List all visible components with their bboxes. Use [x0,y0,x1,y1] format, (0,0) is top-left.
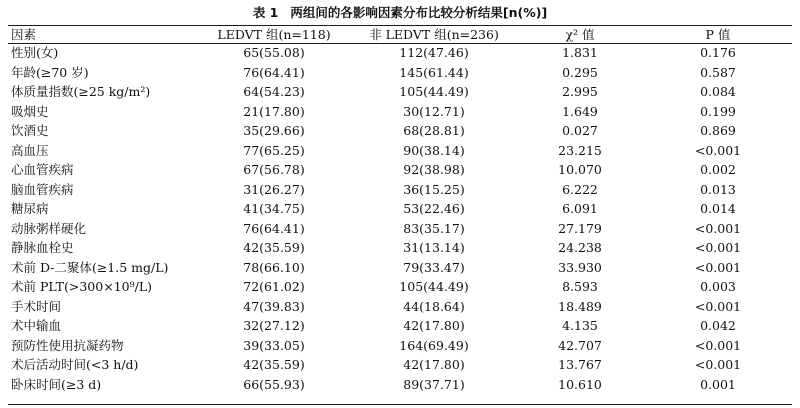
factor-cell: 手术时间 [11,298,62,314]
factor-cell: 术前 D-二聚体(≥1.5 mg/L) [11,259,169,275]
ledvt-cell: 42(35.59) [243,357,305,372]
ledvt-cell: 76(64.41) [243,220,305,236]
non-ledvt-cell: 79(33.47) [403,259,465,275]
p-value-cell: <0.001 [694,337,742,353]
table-row [8,160,792,180]
results-table [8,26,792,394]
factor-cell: 性别(女) [11,45,59,60]
ledvt-cell: 67(56.78) [243,162,305,177]
ledvt-cell: 76(64.41) [243,64,305,80]
non-ledvt-cell: 44(18.64) [403,298,465,314]
table-row [8,121,792,141]
factor-cell: 术前 PLT(>300×10⁹/L) [11,279,152,294]
non-ledvt-cell: 42(17.80) [403,318,465,333]
factor-cell: 饮酒史 [11,123,49,138]
chi-square-cell: 1.649 [562,103,598,119]
factor-cell: 动脉粥样硬化 [11,220,87,236]
factor-cell: 高血压 [11,142,49,158]
table-number: 表 1 [252,5,279,20]
ledvt-cell: 65(55.08) [243,45,305,60]
ledvt-cell: 21(17.80) [243,103,305,119]
p-value-cell: 0.042 [700,318,736,333]
factor-cell: 术中输血 [11,318,62,333]
chi-square-cell: 24.238 [558,240,602,255]
ledvt-cell: 32(27.12) [243,318,305,333]
table-row [8,180,792,200]
table-row [8,141,792,161]
chi-square-cell: 0.295 [562,64,598,80]
non-ledvt-cell: 90(38.14) [403,142,465,158]
chi-square-cell: 8.593 [562,279,598,294]
p-value-cell: <0.001 [694,142,742,158]
ledvt-cell: 78(66.10) [243,259,305,275]
table-row [8,238,792,258]
non-ledvt-cell: 42(17.80) [403,357,465,372]
p-value-cell: <0.001 [694,240,742,255]
factor-cell: 卧床时间(≥3 d) [11,376,102,392]
factor-cell: 脑血管疾病 [11,181,74,197]
chi-square-cell: 27.179 [558,220,602,236]
table-row [8,82,792,102]
non-ledvt-cell: 36(15.25) [403,181,465,197]
p-value-cell: 0.084 [700,84,736,99]
table-row [8,102,792,122]
table-row [8,336,792,356]
table-row [8,43,792,63]
non-ledvt-cell: 89(37.71) [403,376,465,392]
factor-cell: 体质量指数(≥25 kg/m²) [11,84,151,99]
non-ledvt-cell: 92(38.98) [403,162,465,177]
chi-square-cell: 10.070 [558,162,602,177]
p-value-cell: 0.587 [700,64,736,80]
table-title: 两组间的各影响因素分布比较分析结果[n(%)] [290,5,548,20]
table-row [8,63,792,83]
table-row [8,277,792,297]
table-row [8,219,792,239]
p-value-cell: 0.869 [700,123,736,138]
table-row [8,297,792,317]
non-ledvt-cell: 83(35.17) [403,220,465,236]
table-body [8,43,792,394]
p-value-cell: 0.176 [700,45,736,60]
ledvt-cell: 66(55.93) [243,376,305,392]
p-value-cell: 0.199 [700,103,736,119]
table-row [8,199,792,219]
chi-square-cell: 0.027 [562,123,598,138]
factor-cell: 年龄(≥70 岁) [11,64,89,80]
table-row [8,355,792,375]
header-row [8,26,792,43]
p-value-cell: <0.001 [694,259,742,275]
header-factor: 因素 [11,27,37,42]
p-value-cell: 0.014 [700,201,736,216]
non-ledvt-cell: 105(44.49) [399,84,469,99]
non-ledvt-cell: 31(13.14) [403,240,465,255]
factor-cell: 静脉血栓史 [11,240,74,255]
non-ledvt-cell: 164(69.49) [399,337,469,353]
factor-cell: 预防性使用抗凝药物 [11,337,124,353]
chi-square-cell: 2.995 [562,84,598,99]
ledvt-cell: 39(33.05) [243,337,305,353]
non-ledvt-cell: 145(61.44) [399,64,469,80]
ledvt-cell: 64(54.23) [243,84,305,99]
bottom-rule [8,404,792,405]
chi-square-cell: 42.707 [558,337,602,353]
ledvt-cell: 72(61.02) [243,279,305,294]
factor-cell: 糖尿病 [11,201,49,216]
chi-square-cell: 33.930 [558,259,602,275]
ledvt-cell: 31(26.27) [243,181,305,197]
ledvt-cell: 77(65.25) [243,142,305,158]
chi-square-cell: 18.489 [558,298,602,314]
factor-cell: 心血管疾病 [11,162,74,177]
chi-square-cell: 1.831 [562,45,598,60]
table-row [8,375,792,395]
chi-square-cell: 10.610 [558,376,602,392]
header-ledvt-group: LEDVT 组(n=118) [217,27,331,42]
non-ledvt-cell: 105(44.49) [399,279,469,294]
p-value-cell: 0.001 [700,376,736,392]
ledvt-cell: 47(39.83) [243,298,305,314]
factor-cell: 术后活动时间(<3 h/d) [11,357,139,372]
header-p-value: P 值 [705,27,731,42]
table-row [8,316,792,336]
table-caption [0,5,800,21]
chi-square-cell: 13.767 [558,357,602,372]
p-value-cell: <0.001 [694,220,742,236]
non-ledvt-cell: 53(22.46) [403,201,465,216]
ledvt-cell: 41(34.75) [243,201,305,216]
p-value-cell: <0.001 [694,298,742,314]
ledvt-cell: 35(29.66) [243,123,305,138]
header-non-ledvt-group: 非 LEDVT 组(n=236) [369,27,499,42]
chi-square-cell: 4.135 [562,318,598,333]
chi-square-cell: 6.091 [562,201,598,216]
non-ledvt-cell: 112(47.46) [399,45,469,60]
p-value-cell: 0.003 [700,279,736,294]
ledvt-cell: 42(35.59) [243,240,305,255]
non-ledvt-cell: 68(28.81) [403,123,465,138]
header-chi-square: χ² 值 [565,27,595,42]
non-ledvt-cell: 30(12.71) [403,103,465,119]
p-value-cell: 0.002 [700,162,736,177]
factor-cell: 吸烟史 [11,103,49,119]
p-value-cell: 0.013 [700,181,736,197]
chi-square-cell: 23.215 [558,142,602,158]
p-value-cell: <0.001 [694,357,742,372]
chi-square-cell: 6.222 [562,181,598,197]
table-row [8,258,792,278]
